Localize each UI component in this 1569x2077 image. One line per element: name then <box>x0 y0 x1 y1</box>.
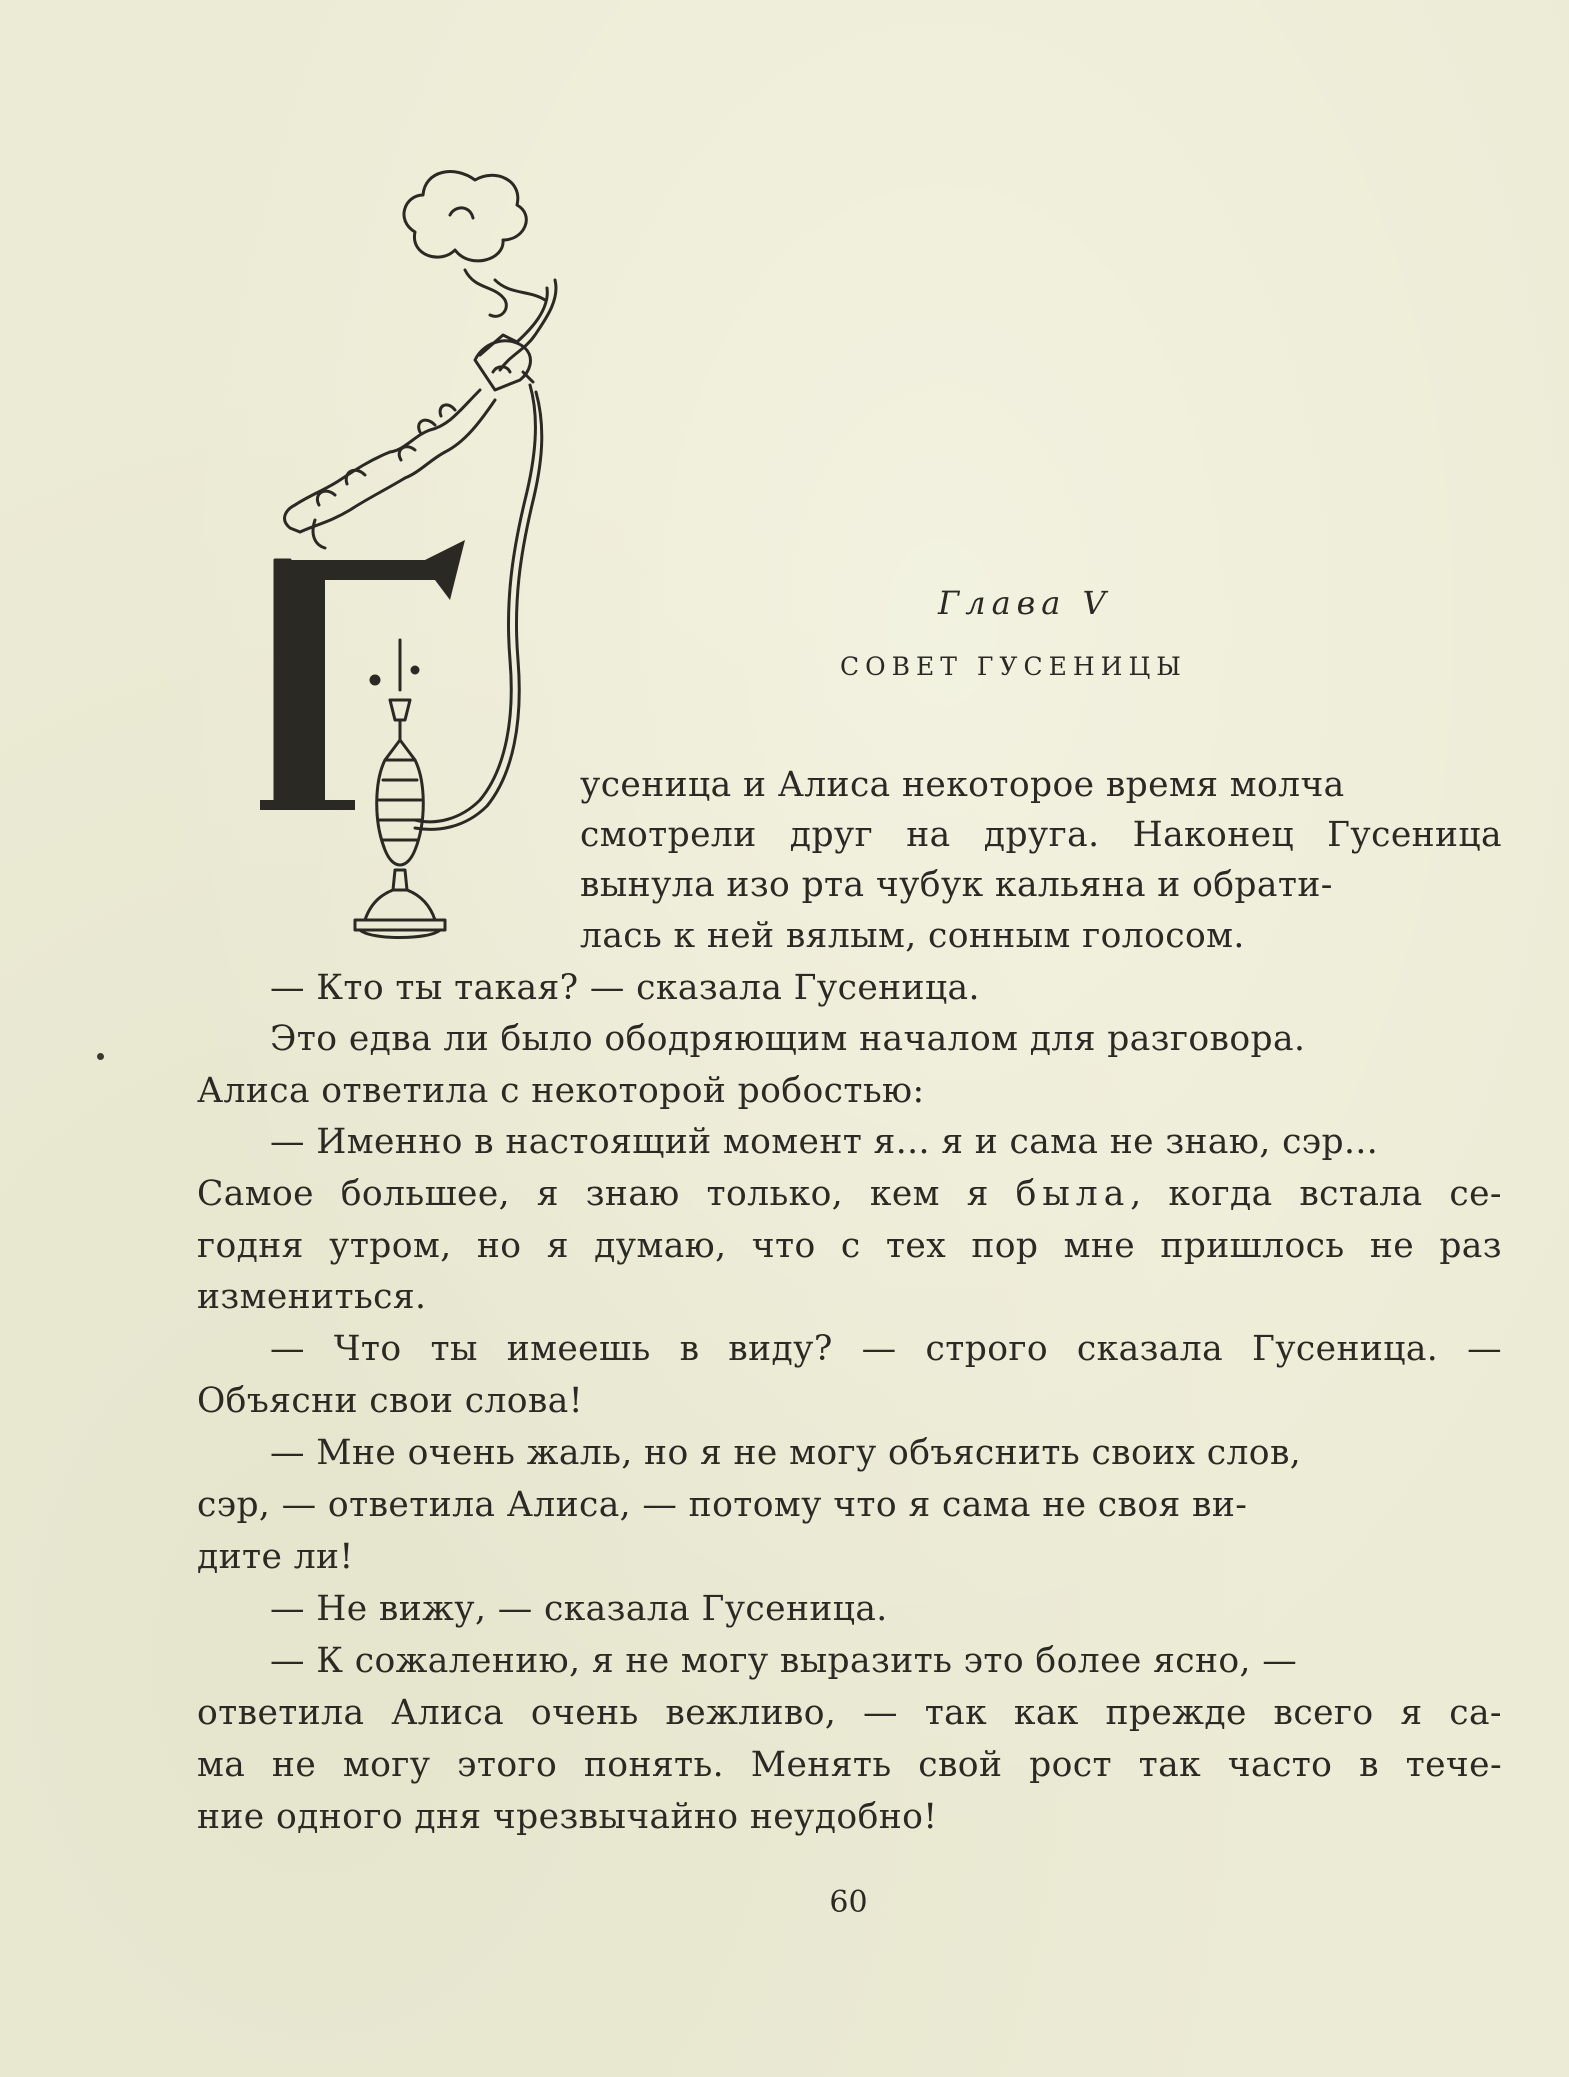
page-number: 60 <box>829 1885 868 1920</box>
text-line: Это едва ли было ободряющим началом для разговора. <box>270 1019 1306 1059</box>
text-line: дите ли! <box>197 1537 354 1577</box>
text-line: измениться. <box>197 1277 427 1317</box>
text-line: вынула изо рта чубук кальяна и обрати- <box>580 865 1333 905</box>
text-line: смотрели друг на друга. Наконец Гусеница <box>580 815 1502 855</box>
text-line: годня утром, но я думаю, что с тех пор мне пришлось не раз <box>197 1226 1502 1266</box>
text-line: Объясни свои слова! <box>197 1381 583 1421</box>
emphasized-word: была <box>1015 1174 1131 1214</box>
text-line: — Именно в настоящий момент я... я и сама не знаю, сэр... <box>270 1122 1379 1162</box>
text-line: ответила Алиса очень вежливо, — так как прежде всего я са- <box>197 1693 1502 1733</box>
chapter-title: СОВЕТ ГУСЕНИЦЫ <box>840 652 1187 681</box>
text-line: сэр, — ответила Алиса, — потому что я сама не своя ви- <box>197 1485 1248 1525</box>
text-line: — Мне очень жаль, но я не могу объяснить своих слов, <box>270 1433 1302 1473</box>
text-line: ма не могу этого понять. Менять свой рост так часто в тече- <box>197 1745 1502 1785</box>
text-line: Алиса ответила с некоторой робостью: <box>197 1071 925 1111</box>
text-line: — Кто ты такая? — сказала Гусеница. <box>270 968 980 1008</box>
text-line: лась к ней вялым, сонным голосом. <box>580 916 1245 956</box>
chapter-label: Глава V <box>938 584 1112 622</box>
text-line: усеница и Алиса некоторое время молча <box>580 765 1345 805</box>
caterpillar-hookah-illustration <box>255 160 635 950</box>
ink-speck <box>97 1053 104 1060</box>
text-line: — Не вижу, — сказала Гусеница. <box>270 1589 888 1629</box>
text-line: ние одного дня чрезвычайно неудобно! <box>197 1797 938 1837</box>
text-line: Самое большее, я знаю только, кем я была, когда встала се- <box>197 1174 1502 1214</box>
text-line: — К сожалению, я не могу выразить это более ясно, — <box>270 1641 1298 1681</box>
text-line: — Что ты имеешь в виду? — строго сказала Гусеница. — <box>270 1329 1502 1369</box>
